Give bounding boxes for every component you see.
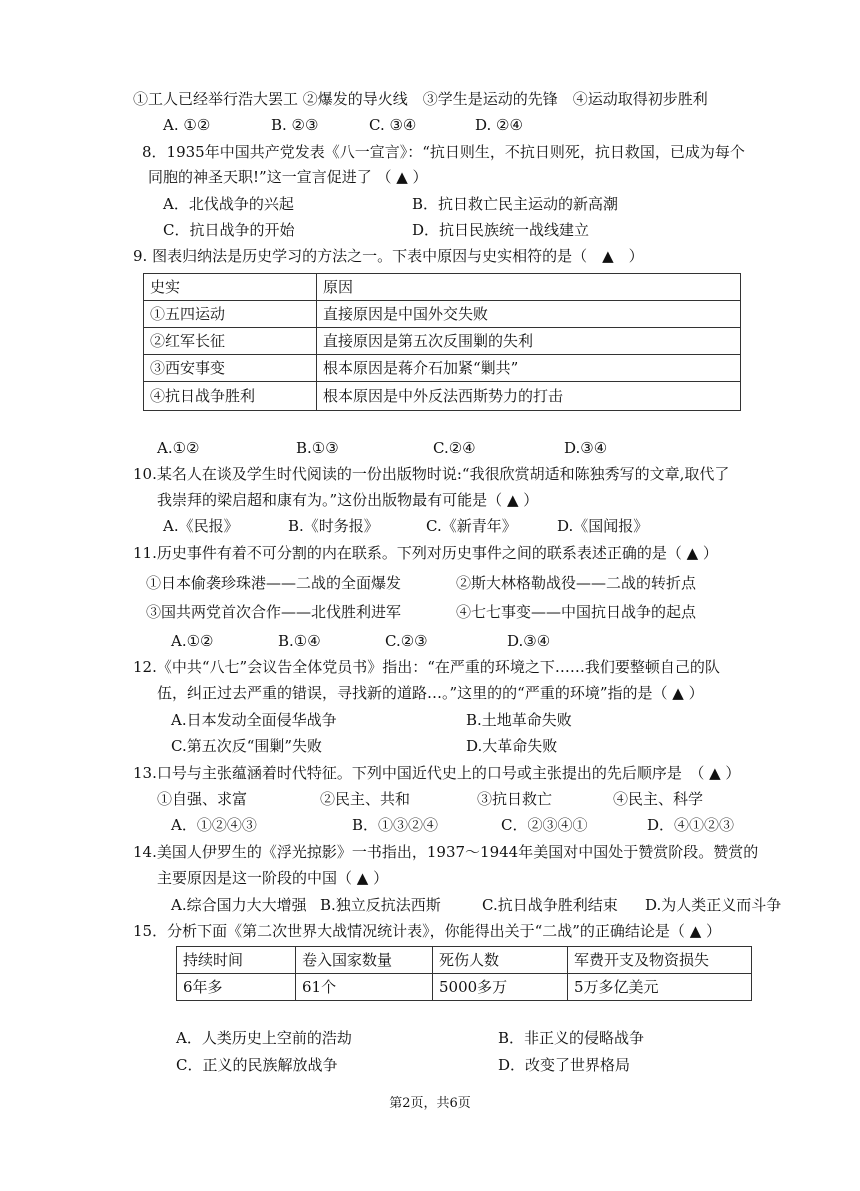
q11-stem: 11.历史事件有着不可分割的内在联系。下列对历史事件之间的联系表述正确的是（ ▲ ） <box>133 544 718 562</box>
q9-option-b: B.①③ <box>296 439 339 457</box>
table-row <box>144 328 741 355</box>
q10-stem-line2: 我崇拜的梁启超和康有为。”这份出版物最有可能是（ ▲ ） <box>157 491 539 509</box>
q11-statement-2: ②斯大林格勒战役——二战的转折点 <box>456 574 697 592</box>
q9-cell: 根本原因是蒋介石加紧“剿共” <box>317 355 741 382</box>
q9-option-d: D.③④ <box>564 439 608 457</box>
table-row <box>144 274 741 301</box>
q7-statements: ①工人已经举行浩大罢工 ②爆发的导火线 ③学生是运动的先锋 ④运动取得初步胜利 <box>133 90 708 108</box>
q14-option-d: D.为人类正义而斗争 <box>645 896 782 914</box>
q10-stem-line1: 10.某名人在谈及学生时代阅读的一份出版物时说:“我很欣赏胡适和陈独秀写的文章,取代了 <box>133 465 730 483</box>
q13-option-c: C．②③④① <box>501 816 588 834</box>
q7-option-c: C. ③④ <box>369 116 417 134</box>
q11-statement-1: ①日本偷袭珍珠港——二战的全面爆发 <box>146 574 402 592</box>
q13-statement-2: ②民主、共和 <box>320 790 411 808</box>
q11-option-a: A.①② <box>171 632 214 650</box>
q13-option-a: A．①②④③ <box>171 816 257 834</box>
q12-stem-line1: 12.《中共“八七”会议告全体党员书》指出：“在严重的环境之下……我们要整顿自己的队 <box>133 658 720 676</box>
q15-stem: 15．分析下面《第二次世界大战情况统计表》，你能得出关于“二战”的正确结论是（ ▲ ） <box>133 922 721 940</box>
table-row <box>177 947 752 974</box>
q15-option-c: C．正义的民族解放战争 <box>176 1056 338 1074</box>
table-row <box>144 301 741 328</box>
q11-option-d: D.③④ <box>507 632 551 650</box>
q7-option-b: B. ②③ <box>271 116 319 134</box>
q13-statement-4: ④民主、科学 <box>613 790 704 808</box>
q7-option-a: A. ①② <box>163 116 211 134</box>
q9-cell: ④抗日战争胜利 <box>144 382 317 411</box>
q15-cell: 5万多亿美元 <box>568 974 752 1001</box>
q8-option-c: C．抗日战争的开始 <box>163 221 295 239</box>
table-row <box>144 382 741 411</box>
q13-option-b: B．①③②④ <box>352 816 439 834</box>
q8-option-a: A．北伐战争的兴起 <box>163 195 294 213</box>
q9-option-a: A.①② <box>157 439 200 457</box>
q9-stem: 9. 图表归纳法是历史学习的方法之一。下表中原因与史实相符的是（ ▲ ） <box>133 247 644 265</box>
q13-statement-1: ①自强、求富 <box>157 790 248 808</box>
q11-option-c: C.②③ <box>385 632 428 650</box>
q15-header-casualties: 死伤人数 <box>433 947 568 974</box>
q14-option-a: A.综合国力大大增强 <box>171 896 307 914</box>
q12-option-c: C.第五次反“围剿”失败 <box>171 737 323 755</box>
q9-cell: 直接原因是第五次反围剿的失利 <box>317 328 741 355</box>
q14-stem-line2: 主要原因是这一阶段的中国（ ▲ ） <box>157 869 389 887</box>
q12-option-a: A.日本发动全面侵华战争 <box>171 711 337 729</box>
q13-statement-3: ③抗日救亡 <box>477 790 553 808</box>
q15-header-costs: 军费开支及物资损失 <box>568 947 752 974</box>
q12-stem-line2: 伍，纠正过去严重的错误，寻找新的道路…。”这里的的“严重的环境”指的是（ ▲ ） <box>157 684 704 702</box>
q9-table <box>143 273 741 411</box>
q10-option-b: B.《时务报》 <box>288 517 379 535</box>
q15-table <box>176 946 752 1001</box>
q15-option-a: A．人类历史上空前的浩劫 <box>176 1029 352 1047</box>
q8-stem-line2: 同胞的神圣天职!”这一宣言促进了 （ ▲ ） <box>148 168 428 186</box>
table-row <box>144 355 741 382</box>
q8-stem-line1: 8．1935年中国共产党发表《八一宣言》：“抗日则生，不抗日则死，抗日救国，已成为每个 <box>142 143 745 161</box>
q12-option-b: B.土地革命失败 <box>466 711 572 729</box>
q15-cell: 6年多 <box>177 974 296 1001</box>
q12-option-d: D.大革命失败 <box>466 737 558 755</box>
q15-cell: 5000多万 <box>433 974 568 1001</box>
q13-stem: 13.口号与主张蕴涵着时代特征。下列中国近代史上的口号或主张提出的先后顺序是 （ ▲ ） <box>133 764 741 782</box>
q14-option-c: C.抗日战争胜利结束 <box>482 896 618 914</box>
q8-option-b: B．抗日救亡民主运动的新高潮 <box>412 195 619 213</box>
q9-cell: 直接原因是中国外交失败 <box>317 301 741 328</box>
q9-cell: ③西安事变 <box>144 355 317 382</box>
q15-header-duration: 持续时间 <box>177 947 296 974</box>
q15-cell: 61个 <box>296 974 433 1001</box>
table-row <box>177 974 752 1001</box>
q11-statement-3: ③国共两党首次合作——北伐胜利进军 <box>146 603 402 621</box>
q15-option-b: B．非正义的侵略战争 <box>498 1029 645 1047</box>
q10-option-c: C.《新青年》 <box>426 517 517 535</box>
q8-option-d: D．抗日民族统一战线建立 <box>412 221 590 239</box>
q9-header-reason: 原因 <box>317 274 741 301</box>
q15-option-d: D．改变了世界格局 <box>498 1056 631 1074</box>
q9-option-c: C.②④ <box>433 439 476 457</box>
page-number: 第2页，共6页 <box>389 1096 471 1111</box>
q14-option-b: B.独立反抗法西斯 <box>320 896 441 914</box>
q13-option-d: D．④①②③ <box>647 816 735 834</box>
q14-stem-line1: 14.美国人伊罗生的《浮光掠影》一书指出，1937～1944年美国对中国处于赞赏阶段。赞赏的 <box>133 843 759 861</box>
q15-header-countries: 卷入国家数量 <box>296 947 433 974</box>
q9-cell: 根本原因是中外反法西斯势力的打击 <box>317 382 741 411</box>
q7-option-d: D. ②④ <box>475 116 523 134</box>
q11-statement-4: ④七七事变——中国抗日战争的起点 <box>456 603 697 621</box>
q10-option-a: A.《民报》 <box>163 517 239 535</box>
q9-cell: ②红军长征 <box>144 328 317 355</box>
q11-option-b: B.①④ <box>278 632 321 650</box>
q9-cell: ①五四运动 <box>144 301 317 328</box>
q9-header-fact: 史实 <box>144 274 317 301</box>
q10-option-d: D.《国闻报》 <box>557 517 649 535</box>
